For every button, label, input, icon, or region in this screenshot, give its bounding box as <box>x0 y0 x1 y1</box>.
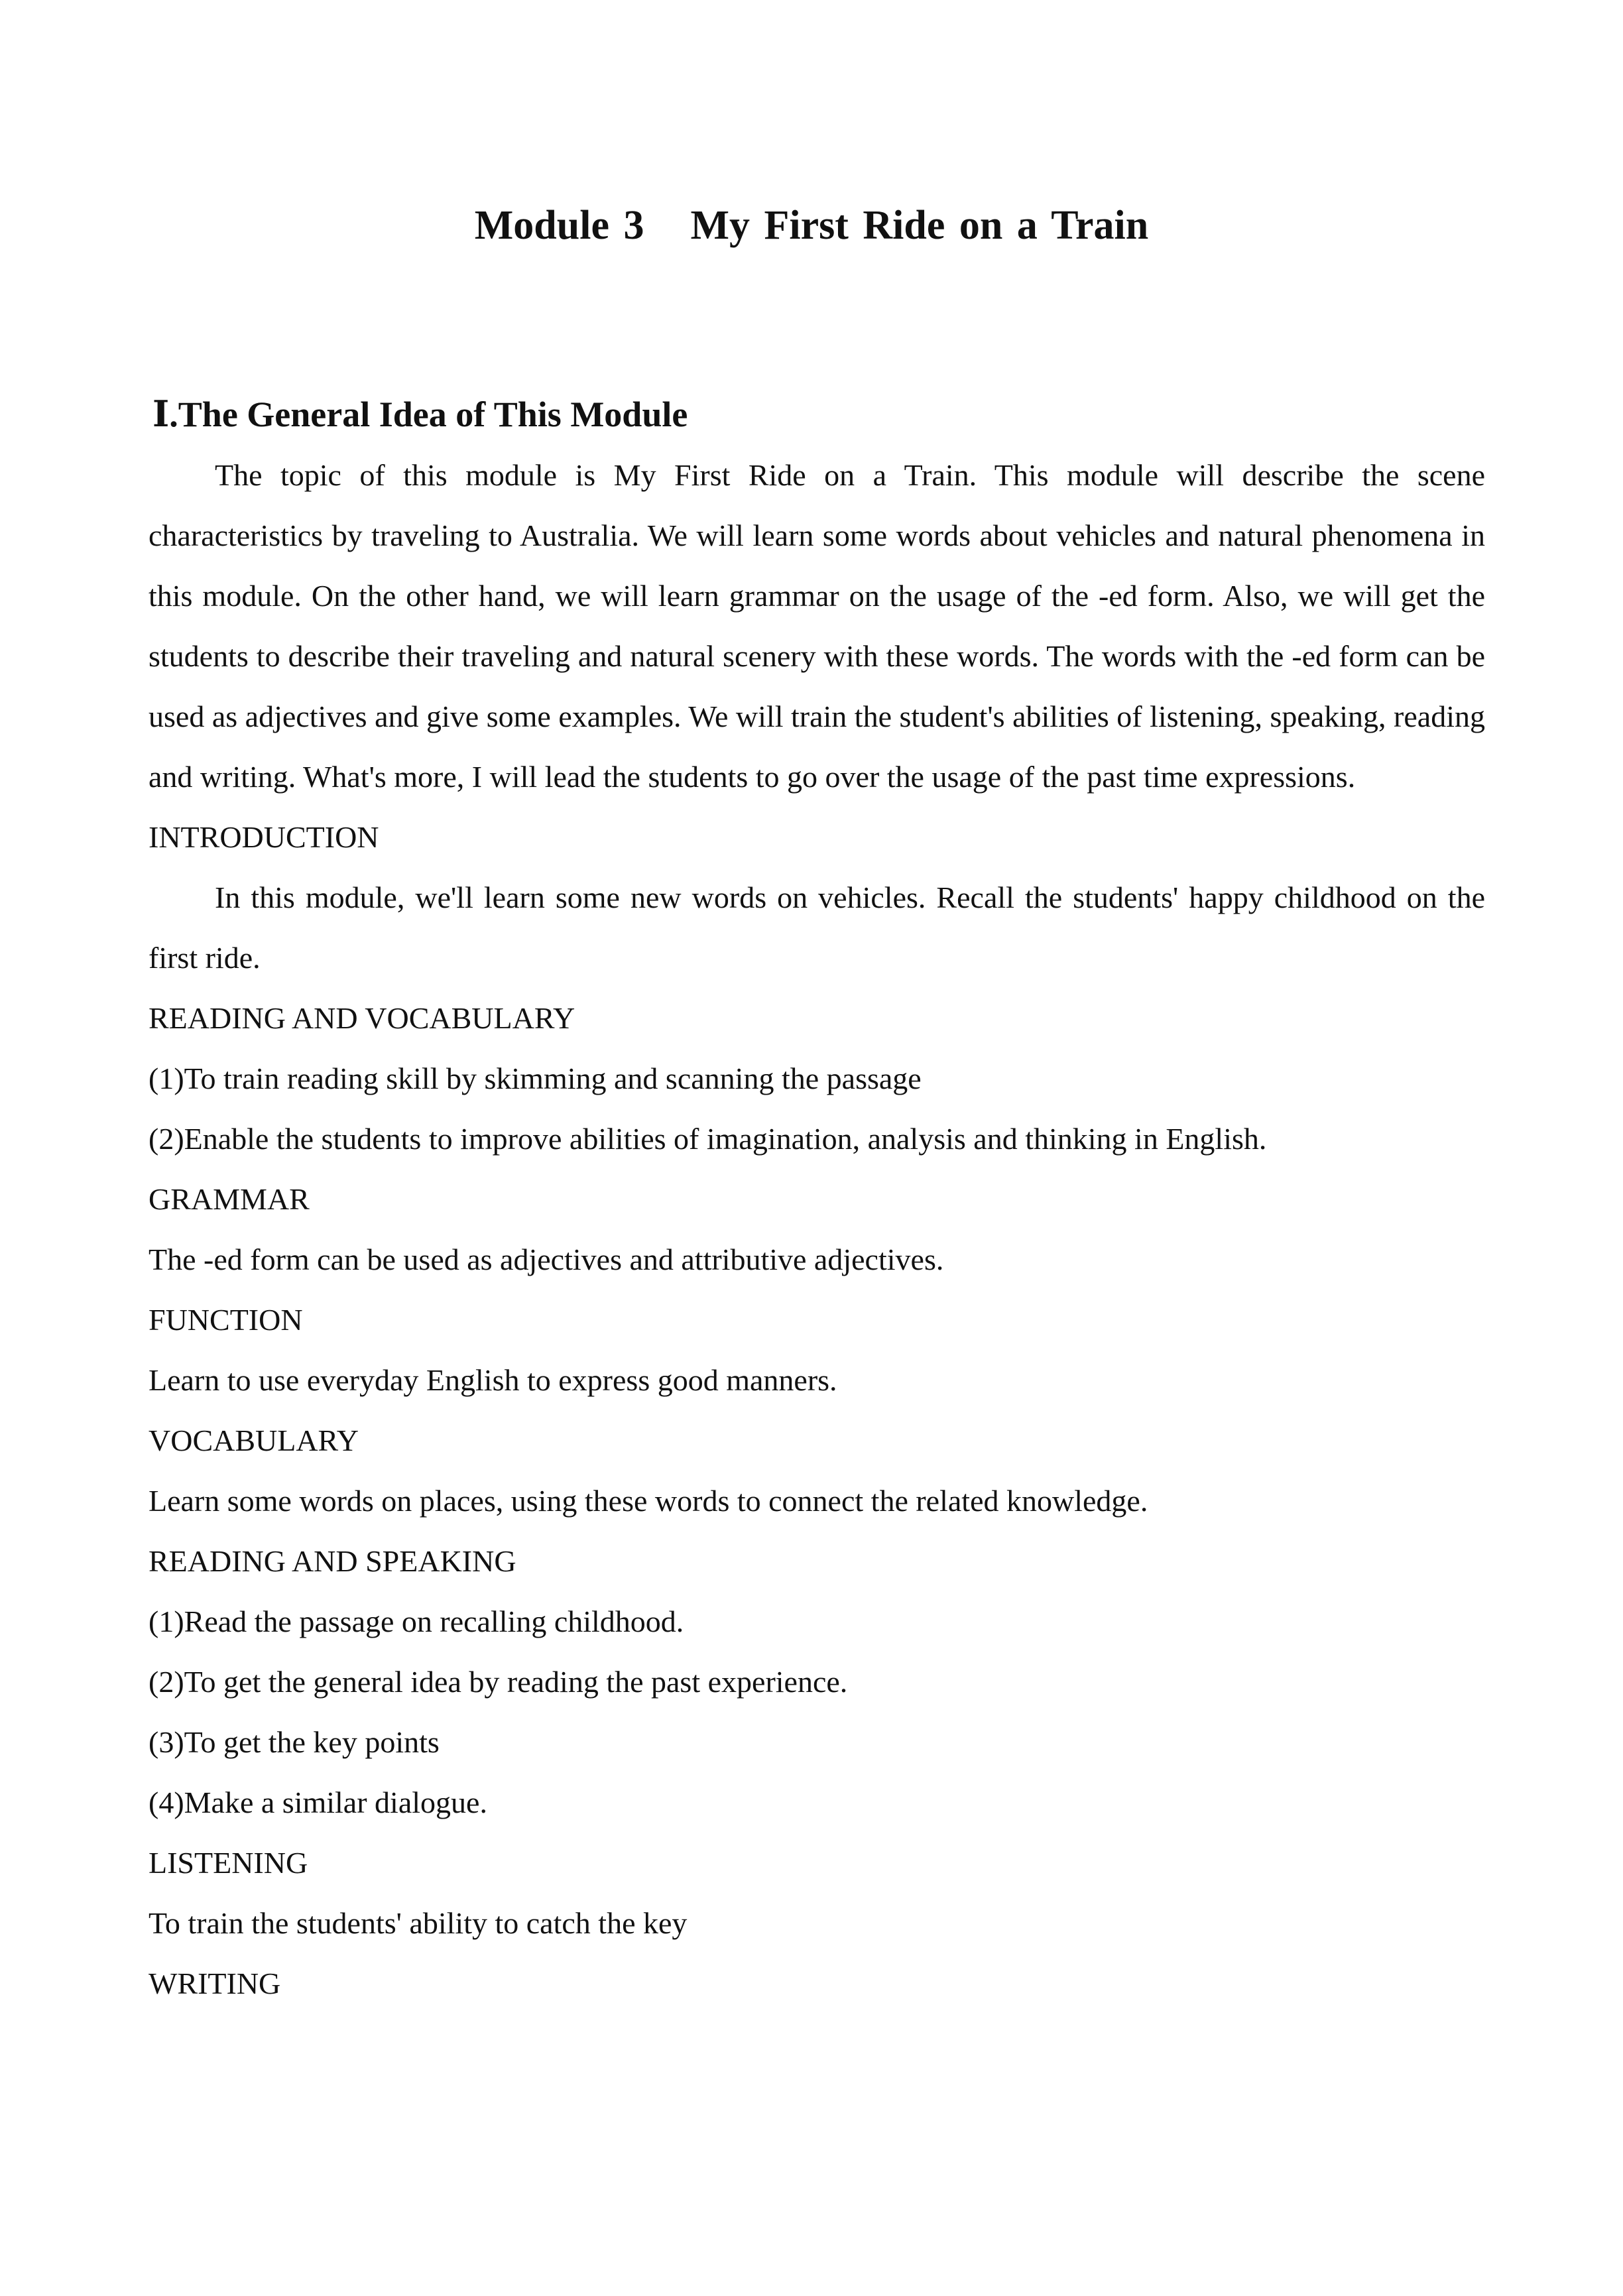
function-heading: FUNCTION <box>149 1303 303 1337</box>
reading-vocabulary-item: (2)Enable the students to improve abilities of imagination, analysis and thinking in English. <box>149 1122 1267 1156</box>
intro-paragraph: The topic of this module is My First Ride on a Train. This module will describe the scene characteristics by traveling to Australia. We will learn some words about vehicles and natural phenomena in this module. On the other hand, we will learn grammar on the usage of the -ed form. Also, we will get the students to describe their traveling and natural scenery with these words. The words with the -ed form can be used as adjectives and give some examples. We will train the student's abilities of listening, speaking, reading and writing. What's more, I will lead the students to go over the usage of the past time expressions. <box>149 458 1485 794</box>
reading-speaking-item: (2)To get the general idea by reading the past experience. <box>149 1665 848 1699</box>
reading-vocabulary-heading: READING AND VOCABULARY <box>149 1001 575 1035</box>
reading-speaking-heading: READING AND SPEAKING <box>149 1544 516 1578</box>
grammar-text: The -ed form can be used as adjectives and attributive adjectives. <box>149 1242 944 1276</box>
document-body <box>149 445 1485 2014</box>
reading-speaking-item: (1)Read the passage on recalling childhood. <box>149 1604 684 1638</box>
introduction-heading: INTRODUCTION <box>149 820 379 854</box>
reading-speaking-item: (3)To get the key points <box>149 1725 440 1759</box>
section-heading <box>152 388 688 441</box>
vocabulary-text: Learn some words on places, using these words to connect the related knowledge. <box>149 1484 1148 1518</box>
writing-heading: WRITING <box>149 1966 281 2000</box>
grammar-heading: GRAMMAR <box>149 1182 310 1216</box>
function-text: Learn to use everyday English to express good manners. <box>149 1363 837 1397</box>
listening-heading: LISTENING <box>149 1846 308 1880</box>
section-number: Ⅰ <box>152 394 170 434</box>
page-title <box>0 199 1623 252</box>
reading-vocabulary-item: (1)To train reading skill by skimming and scanning the passage <box>149 1061 922 1095</box>
reading-speaking-item: (4)Make a similar dialogue. <box>149 1785 487 1819</box>
vocabulary-heading: VOCABULARY <box>149 1423 359 1457</box>
title-module-number: Module 3 <box>474 203 644 248</box>
listening-text: To train the students' ability to catch the key <box>149 1906 688 1940</box>
title-topic: My First Ride on a Train <box>690 203 1149 248</box>
section-title: .The General Idea of This Module <box>169 394 688 434</box>
introduction-text: In this module, we'll learn some new words on vehicles. Recall the students' happy childhood on the first ride. <box>149 880 1485 975</box>
